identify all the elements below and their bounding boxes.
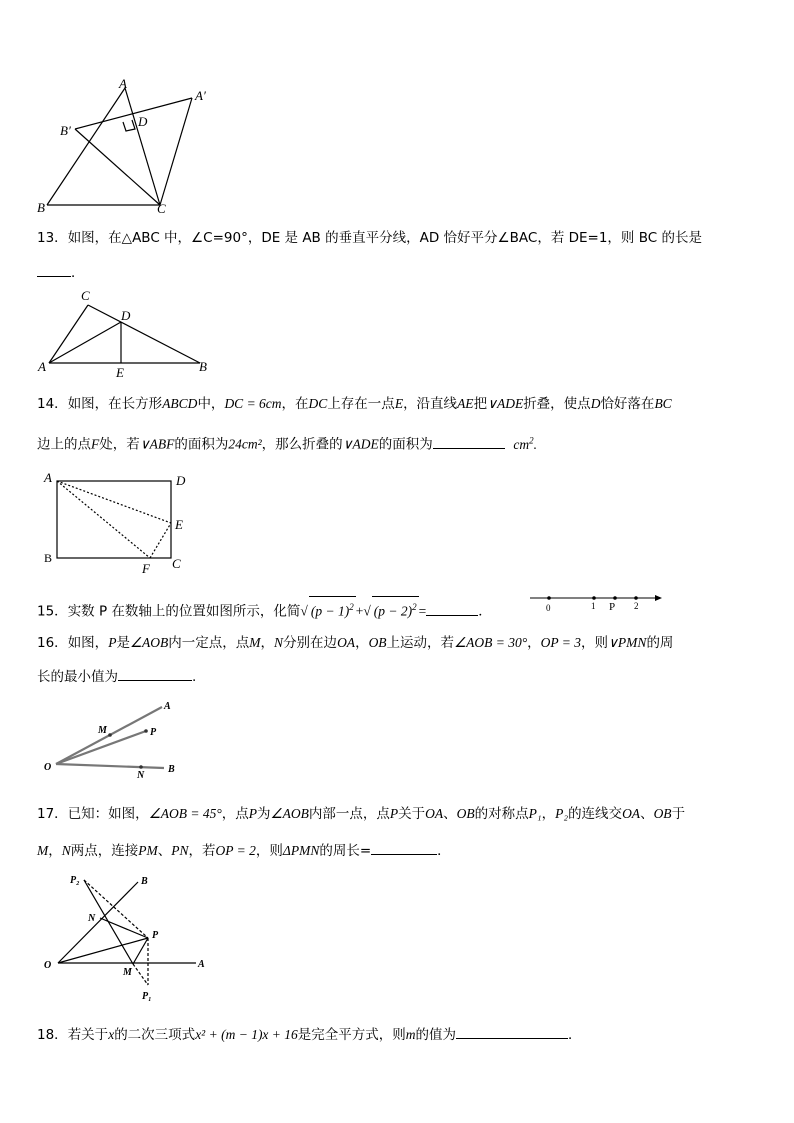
number-line-svg bbox=[528, 590, 668, 618]
number-line bbox=[528, 590, 668, 618]
text: 已知：如图， bbox=[67, 806, 149, 822]
label-M: M bbox=[98, 725, 107, 736]
text: 上运动，若 bbox=[386, 635, 455, 651]
question-number: 13． bbox=[37, 230, 68, 246]
math-x: x bbox=[108, 1027, 115, 1042]
label-P: P bbox=[152, 930, 159, 941]
math-p: P bbox=[108, 635, 117, 650]
text: 的二次三项式 bbox=[114, 1027, 196, 1043]
text: ，在 bbox=[281, 396, 309, 412]
label-B: B bbox=[141, 876, 148, 887]
tick-0: 0 bbox=[546, 603, 551, 613]
sqrt-sign: √ bbox=[300, 603, 308, 619]
text: 分别在边 bbox=[283, 635, 338, 651]
question-number: 17． bbox=[37, 806, 68, 822]
text: 两点，连接 bbox=[70, 843, 139, 859]
text: ，若 bbox=[188, 843, 216, 859]
period: ． bbox=[437, 843, 451, 859]
text: 若关于 bbox=[67, 1027, 109, 1043]
question-number: 15． bbox=[37, 603, 68, 620]
period: ． bbox=[478, 603, 492, 620]
math-area: 24cm² bbox=[228, 436, 262, 452]
label-P2: P₂ bbox=[70, 875, 80, 886]
figure-angle-point-svg bbox=[40, 695, 190, 785]
text: 为 bbox=[257, 806, 271, 822]
comma: ， bbox=[541, 806, 556, 822]
math-m: M bbox=[37, 843, 49, 858]
label-A: A bbox=[119, 78, 127, 91]
text: 的面积为 bbox=[174, 436, 229, 453]
text: 内一定点，点 bbox=[168, 635, 250, 651]
question-15 bbox=[37, 596, 492, 622]
figure-right-triangle bbox=[35, 285, 215, 380]
math-p2: P bbox=[389, 806, 399, 821]
label-B: B bbox=[44, 551, 53, 565]
point-P: P bbox=[609, 601, 616, 613]
text: 上存在一点 bbox=[327, 396, 395, 412]
question-18 bbox=[37, 1024, 582, 1045]
label-A: A bbox=[44, 470, 52, 485]
label-A: A bbox=[198, 959, 205, 970]
math-p1: P₁ bbox=[528, 806, 542, 821]
period: . bbox=[192, 669, 197, 685]
math-pm: PM bbox=[138, 843, 158, 858]
sqrt-expr-2 bbox=[372, 596, 419, 622]
label-B: B bbox=[37, 200, 45, 215]
text: 如图， bbox=[67, 635, 109, 651]
label-B: B bbox=[168, 764, 175, 775]
text: 把 bbox=[473, 396, 488, 412]
question-number: 16． bbox=[37, 635, 68, 651]
label-A: A bbox=[164, 701, 171, 712]
tick-2: 2 bbox=[634, 601, 639, 611]
text: 中， bbox=[197, 396, 225, 412]
text: 的值为 bbox=[415, 1027, 457, 1043]
answer-blank[interactable] bbox=[118, 666, 192, 681]
math-cond2: OP = 3 bbox=[540, 635, 582, 650]
label-D: D bbox=[176, 473, 186, 488]
text: ，则 bbox=[581, 635, 609, 651]
math-op: OP = 2 bbox=[215, 843, 256, 858]
math-angle: ∠AOB bbox=[129, 635, 169, 650]
unit bbox=[513, 437, 537, 452]
text: 是完全平方式，则 bbox=[297, 1027, 406, 1043]
text: 长的最小值为 bbox=[37, 669, 118, 685]
label-P: P bbox=[150, 727, 157, 738]
text: 如图，在长方形 bbox=[67, 396, 163, 412]
label-P1: P₁ bbox=[142, 991, 152, 1002]
unit-sup: 2 bbox=[529, 435, 534, 445]
question-number: 14． bbox=[37, 396, 68, 412]
text: 的周 bbox=[646, 635, 674, 651]
math-oa2: OA bbox=[622, 806, 641, 821]
text: 的对称点 bbox=[474, 806, 529, 822]
label-O: O bbox=[44, 960, 52, 971]
math-oa: OA bbox=[337, 635, 356, 650]
unit-base: cm bbox=[513, 436, 530, 452]
math-tri: ΔPMN bbox=[282, 843, 320, 858]
label-N: N bbox=[88, 913, 96, 924]
math-bc: BC bbox=[654, 396, 672, 411]
figure-rectangle-fold bbox=[38, 470, 198, 580]
math-tri3: ∨ADE bbox=[342, 436, 379, 452]
question-16 bbox=[37, 633, 673, 653]
label-A: A bbox=[38, 359, 46, 374]
answer-blank[interactable] bbox=[371, 840, 437, 855]
math-angle: ∠AOB bbox=[270, 806, 309, 821]
math-tri: ∨PMN bbox=[608, 635, 647, 650]
math-tri2: ∨ABF bbox=[139, 436, 175, 452]
answer-blank[interactable] bbox=[433, 434, 505, 449]
expr2-sup: 2 bbox=[412, 602, 417, 612]
question-14 bbox=[37, 394, 672, 414]
figure-reflection-svg bbox=[38, 868, 218, 1008]
question-13-answer-line bbox=[37, 262, 85, 283]
math-d: D bbox=[590, 396, 601, 411]
figure-angle-point bbox=[40, 695, 190, 785]
math-cond: ∠AOB = 45° bbox=[148, 806, 222, 821]
text: ， bbox=[355, 635, 369, 651]
answer-blank[interactable] bbox=[37, 262, 71, 277]
sqrt-expr-1 bbox=[309, 596, 356, 622]
label-E: E bbox=[175, 517, 183, 532]
label-D: D bbox=[138, 114, 148, 129]
plus-sign: + bbox=[355, 603, 364, 619]
text: 内部一点，点 bbox=[308, 806, 390, 822]
math-p2b: P₂ bbox=[555, 806, 569, 821]
label-D: D bbox=[121, 308, 131, 323]
figure-rectangle-fold-svg bbox=[38, 470, 198, 580]
answer-blank[interactable] bbox=[426, 601, 478, 616]
math-m: M bbox=[249, 635, 261, 650]
label-A-prime: A′ bbox=[195, 88, 206, 103]
math-tri1: ∨ADE bbox=[487, 396, 524, 411]
question-number: 18． bbox=[37, 1027, 68, 1043]
text: 是 bbox=[116, 635, 130, 651]
text: ， bbox=[260, 635, 275, 651]
text: ，沿直线 bbox=[403, 396, 458, 412]
label-C: C bbox=[157, 201, 166, 216]
question-13 bbox=[37, 228, 702, 248]
figure-reflection bbox=[38, 868, 218, 1008]
answer-blank[interactable] bbox=[456, 1024, 568, 1039]
label-C: C bbox=[81, 288, 90, 303]
label-C: C bbox=[172, 556, 181, 571]
math-ae: AE bbox=[457, 396, 474, 411]
math-pn: PN bbox=[171, 843, 189, 858]
text: 恰好落在 bbox=[600, 396, 655, 412]
math-cond1: ∠AOB = 30° bbox=[454, 635, 528, 650]
text: 于 bbox=[671, 806, 686, 822]
math-f: F bbox=[91, 436, 100, 452]
math-m: m bbox=[405, 1027, 416, 1042]
math-ob: OB bbox=[456, 806, 475, 821]
question-14-line2 bbox=[37, 430, 537, 455]
question-17 bbox=[37, 804, 685, 824]
text: 边上的点 bbox=[37, 436, 91, 453]
question-17-line2 bbox=[37, 840, 451, 861]
label-M: M bbox=[123, 967, 132, 978]
math-dc: DC = 6cm bbox=[224, 396, 282, 411]
sep: 、 bbox=[640, 806, 654, 822]
math-rect: ABCD bbox=[162, 396, 198, 411]
expr1-sup: 2 bbox=[349, 602, 354, 612]
equals-sign: = bbox=[418, 603, 427, 619]
figure-right-triangle-svg bbox=[35, 285, 215, 380]
text: 的连线交 bbox=[568, 806, 623, 822]
sep: 、 bbox=[157, 843, 172, 859]
figure-rotated-triangles bbox=[35, 78, 225, 218]
text: ，点 bbox=[221, 806, 249, 822]
tick-1: 1 bbox=[591, 601, 596, 611]
period: ． bbox=[568, 1027, 582, 1043]
math-e: E bbox=[394, 396, 404, 411]
label-B: B bbox=[199, 359, 207, 374]
text: ， bbox=[527, 635, 541, 651]
text: ，则 bbox=[255, 843, 283, 859]
label-F: F bbox=[142, 561, 150, 576]
question-text: 如图，在△ABC 中，∠C=90°，DE 是 AB 的垂直平分线，AD 恰好平分∠BAC，若 DE=1，则 BC 的长是 bbox=[67, 230, 702, 246]
figure-rotated-triangles-svg bbox=[35, 78, 225, 218]
text: 关于 bbox=[398, 806, 426, 822]
math-oa: OA bbox=[425, 806, 444, 821]
text: 折叠，使点 bbox=[523, 396, 591, 412]
label-N: N bbox=[137, 770, 145, 781]
math-dc2: DC bbox=[308, 396, 328, 411]
text: 的周长= bbox=[319, 843, 372, 859]
period: ． bbox=[71, 265, 85, 281]
text: 的面积为 bbox=[378, 436, 433, 453]
math-ob2: OB bbox=[653, 806, 672, 821]
question-16-line2 bbox=[37, 666, 196, 687]
sep: 、 bbox=[443, 806, 457, 822]
label-O: O bbox=[44, 762, 52, 773]
math-n: N bbox=[61, 843, 71, 858]
math-ob: OB bbox=[368, 635, 387, 650]
question-text: 实数 P 在数轴上的位置如图所示，化简 bbox=[67, 603, 301, 620]
math-poly: x² + (m − 1)x + 16 bbox=[195, 1027, 298, 1042]
expr1-base: (p − 1) bbox=[310, 603, 350, 619]
expr2-base: (p − 2) bbox=[373, 603, 413, 619]
text: ， bbox=[48, 843, 62, 859]
label-B-prime: B′ bbox=[60, 123, 71, 138]
math-p: P bbox=[248, 806, 258, 821]
text: 处，若 bbox=[99, 436, 140, 453]
label-E: E bbox=[116, 365, 124, 380]
unit-end: . bbox=[533, 436, 538, 452]
sqrt-sign: √ bbox=[363, 603, 371, 619]
math-n: N bbox=[274, 635, 284, 650]
text: ，那么折叠的 bbox=[261, 436, 343, 453]
